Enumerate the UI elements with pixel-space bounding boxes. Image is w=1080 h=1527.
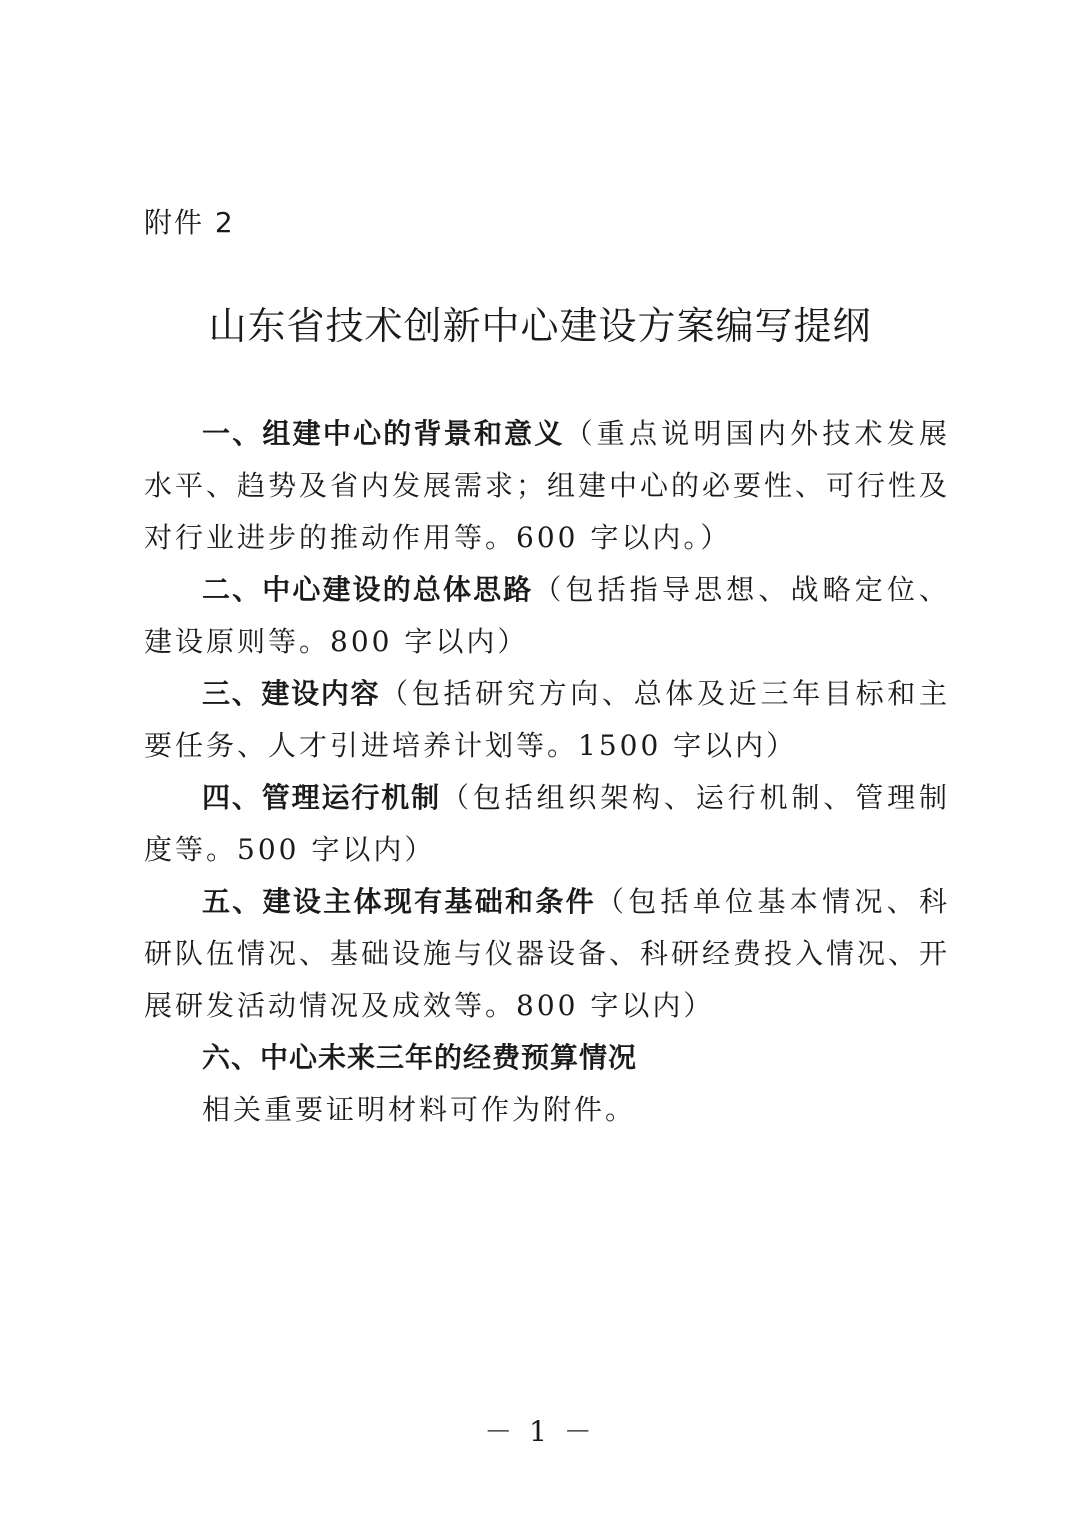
section-heading: 六、中心未来三年的经费预算情况 [202,1041,638,1074]
section-heading: 三、建设内容 [202,677,381,710]
section-detail: （包括指导思想、战略定位、建设原则等。800 字以内） [144,573,950,658]
section-management-mechanism [144,772,950,876]
section-overall-approach [144,564,950,668]
section-heading: 一、组建中心的背景和意义 [202,417,565,450]
section-construction-content [144,668,950,772]
section-heading: 五、建设主体现有基础和条件 [202,885,596,918]
section-detail: （重点说明国内外技术发展水平、趋势及省内发展需求；组建中心的必要性、可行性及对行业进步的推动作用等。600 字以内。） [144,417,951,554]
document-body [144,408,950,1136]
section-budget [144,1032,950,1084]
attachment-note: 相关重要证明材料可作为附件。 [202,1093,637,1126]
section-existing-foundation [144,876,950,1032]
section-background [144,408,950,564]
section-heading: 四、管理运行机制 [202,781,441,814]
section-detail: （包括组织架构、运行机制、管理制度等。500 字以内） [144,781,950,866]
page-number: － 1 － [484,1415,596,1448]
attachment-label: 附件 2 [144,206,235,239]
document-title: 山东省技术创新中心建设方案编写提纲 [208,304,872,348]
section-detail: （包括研究方向、总体及近三年目标和主要任务、人才引进培养计划等。1500 字以内） [144,677,950,762]
section-detail: （包括单位基本情况、科研队伍情况、基础设施与仪器设备、科研经费投入情况、开展研发活动情况及成效等。800 字以内） [144,885,951,1022]
section-heading: 二、中心建设的总体思路 [202,573,534,606]
